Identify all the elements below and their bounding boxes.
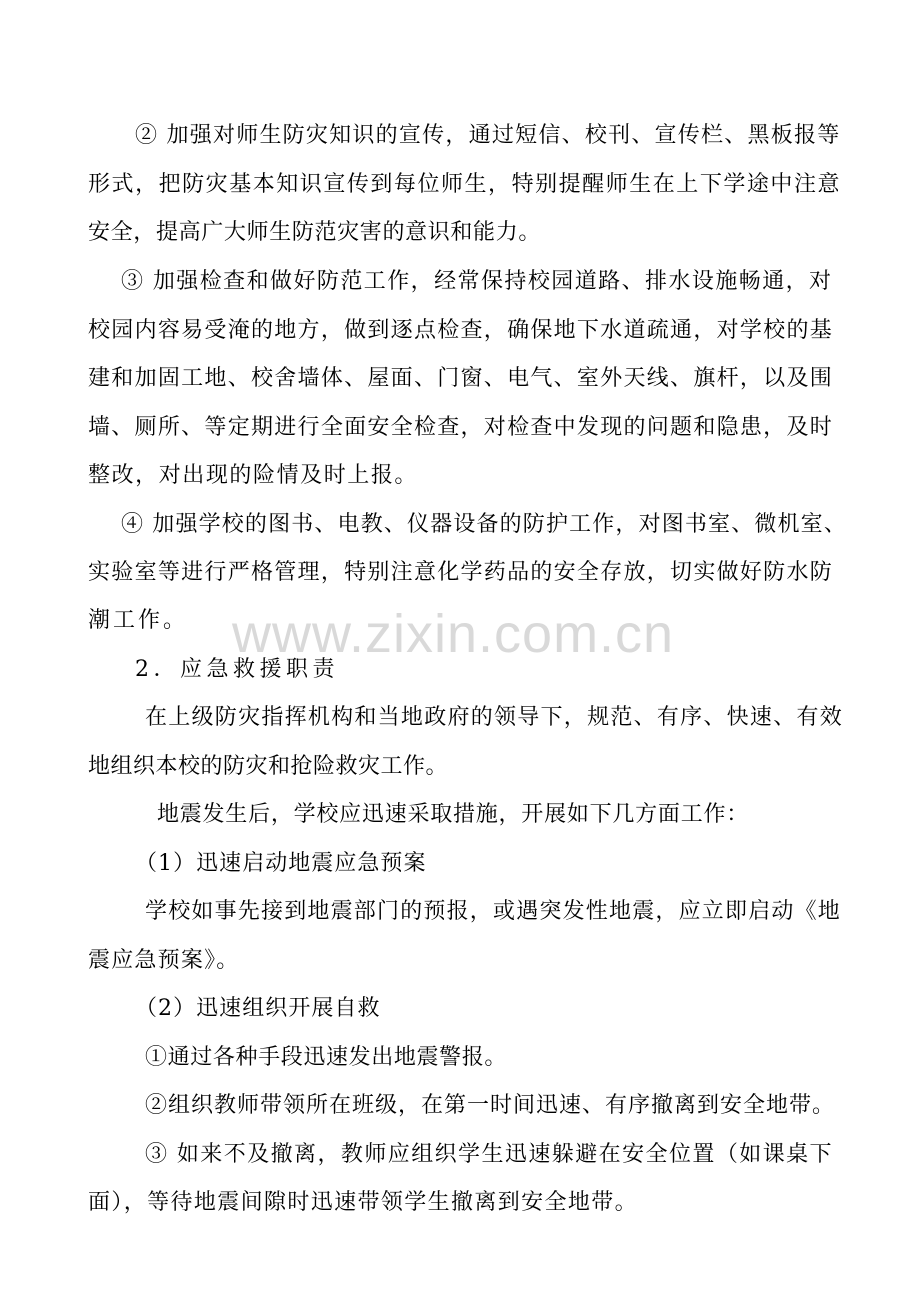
watermark: www.zixin.com.cn: [232, 604, 675, 664]
section-heading: 2．应急救援职责: [135, 657, 339, 682]
text-line-3: 安全，提高广大师生防范灾害的意识和能力。: [88, 220, 541, 245]
text-line-23: 面），等待地震间隙时迅速带领学生撤离到安全地带。: [88, 1190, 638, 1215]
text-line-2: 形式，把防灾基本知识宣传到每位师生，特别提醒师生在上下学途中注意: [88, 172, 841, 197]
subheading-1: （1）迅速启动地震应急预案: [135, 851, 427, 876]
text-line-22: ③ 如来不及撤离，教师应组织学生迅速躲避在安全位置（如课桌下: [145, 1142, 833, 1167]
text-line-15: 地震发生后，学校应迅速采取措施，开展如下几方面工作：: [157, 802, 749, 827]
text-line-5: 校园内容易受淹的地方，做到逐点检查，确保地下水道疏通，对学校的基: [88, 318, 833, 343]
text-line-20: ①通过各种手段迅速发出地震警报。: [145, 1045, 507, 1070]
text-line-4: ③ 加强检查和做好防范工作，经常保持校园道路、排水设施畅通，对: [121, 269, 833, 294]
text-line-21: ②组织教师带领所在班级，在第一时间迅速、有序撤离到安全地带。: [145, 1093, 835, 1118]
text-line-17: 学校如事先接到地震部门的预报，或遇突发性地震，应立即启动《地: [145, 899, 841, 924]
subheading-2: （2）迅速组织开展自救: [135, 996, 381, 1021]
text-line-14: 地组织本校的防灾和抢险救灾工作。: [88, 754, 448, 779]
text-line-7: 墙、厕所、等定期进行全面安全检查，对检查中发现的问题和隐患，及时: [88, 415, 833, 440]
text-line-10: 实验室等进行严格管理，特别注意化学药品的安全存放，切实做好防水防: [88, 560, 833, 585]
text-line-8: 整改，对出现的险情及时上报。: [88, 463, 418, 488]
text-line-13: 在上级防灾指挥机构和当地政府的领导下，规范、有序、快速、有效: [145, 705, 843, 730]
text-line-18: 震应急预案》。: [88, 948, 240, 973]
text-line-11: 潮工作。: [88, 608, 188, 633]
text-line-9: ④ 加强学校的图书、电教、仪器设备的防护工作，对图书室、微机室、: [121, 512, 847, 537]
text-line-1: ② 加强对师生防灾知识的宣传，通过短信、校刊、宣传栏、黑板报等: [135, 123, 841, 148]
text-line-6: 建和加固工地、校舍墙体、屋面、门窗、电气、室外天线、旗杆，以及围: [88, 366, 833, 391]
